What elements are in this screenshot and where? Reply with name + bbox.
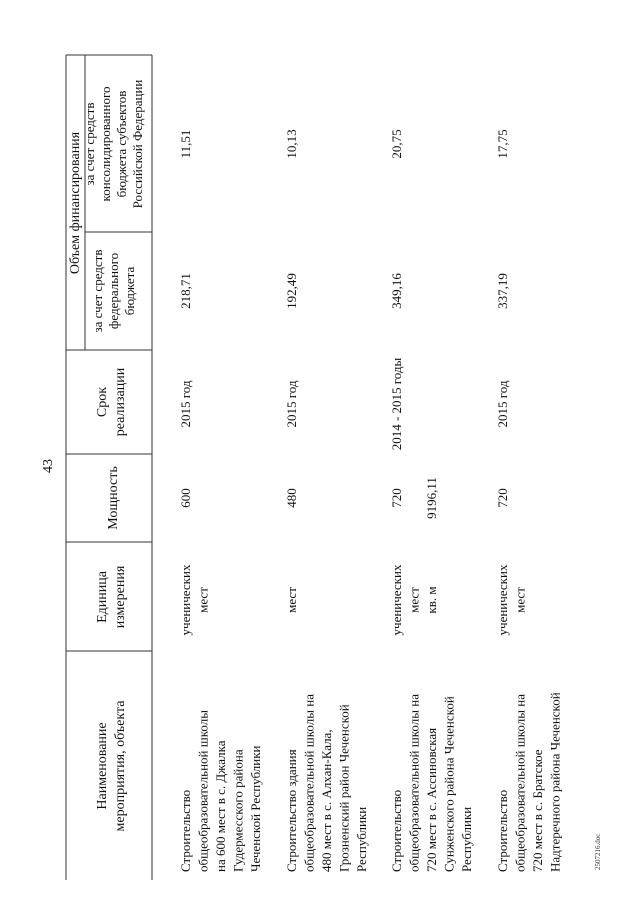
table-row xyxy=(495,129,563,872)
header-period-line-2: реализации xyxy=(113,367,128,437)
row-regional-value: 11,51 xyxy=(178,129,193,159)
row-name-line: Чеченской Республики xyxy=(248,745,263,872)
row-period: 2015 год xyxy=(495,380,510,428)
row-name-line: 480 мест в с. Алхан-Кала, xyxy=(319,729,334,872)
header-financing-group xyxy=(68,131,83,274)
header-period-line-1: Срок xyxy=(95,386,110,418)
table-row xyxy=(389,129,474,872)
row-name-line: 720 мест в с. Братское xyxy=(530,749,545,872)
row-federal-value: 192,49 xyxy=(284,273,299,309)
row-capacity-line: 9196,11 xyxy=(424,477,439,519)
row-name-line: на 600 мест в с. Джалка xyxy=(213,740,228,872)
row-capacity-line: 480 xyxy=(284,488,299,508)
row-unit-line: ученических xyxy=(495,564,510,636)
header-federal-line-2: федерального xyxy=(106,252,121,330)
footer-code: 2507216.doc xyxy=(594,833,602,870)
header-period xyxy=(95,367,128,436)
row-name-line: Грозненский район Чеченской xyxy=(336,704,352,872)
header-name-line-1: Наименование xyxy=(95,722,110,810)
row-unit-line: мест xyxy=(284,587,299,613)
header-federal xyxy=(90,250,137,333)
row-regional-value: 17,75 xyxy=(495,129,510,159)
header-name xyxy=(95,700,128,832)
row-name-line: общеобразовательной школы на xyxy=(301,694,317,872)
table-row xyxy=(178,130,263,872)
row-capacity-line: 720 xyxy=(495,488,510,508)
row-unit-line: ученических xyxy=(178,564,193,636)
row-name-line: общеобразовательной школы на xyxy=(406,694,422,872)
header-capacity xyxy=(106,466,121,529)
row-name-line: Гудермесского района xyxy=(230,749,246,872)
header-unit-line-2: измерения xyxy=(113,565,128,629)
row-name-line: общеобразовательной школы xyxy=(195,710,211,872)
header-regional-line-1: за счет средств xyxy=(82,102,97,186)
row-name-line: Строительство xyxy=(495,789,510,872)
header-regional-line-4: Российской Федерации xyxy=(130,79,145,209)
header-federal-line-1: за счет средств xyxy=(90,249,105,333)
header-regional xyxy=(82,80,145,209)
row-name-line: Надтеречного района Чеченской xyxy=(547,692,563,872)
header-regional-line-2: консолидированного xyxy=(98,86,113,202)
row-name-line: Строительство xyxy=(389,789,404,872)
header-capacity-line-1: Мощность xyxy=(106,466,121,530)
row-name-line: Сунженского района Чеченской xyxy=(441,696,457,872)
row-period: 2015 год xyxy=(284,380,299,428)
row-federal-value: 218,71 xyxy=(178,273,193,309)
table-body xyxy=(178,129,563,872)
row-period: 2015 год xyxy=(178,380,193,428)
row-regional-value: 20,75 xyxy=(389,129,404,159)
row-name-line: Республики xyxy=(354,806,369,872)
header-unit xyxy=(95,565,128,628)
row-regional-value: 10,13 xyxy=(284,129,299,159)
row-name-line: Строительство здания xyxy=(284,749,299,872)
header-name-line-2: мероприятия, объекта xyxy=(113,700,128,832)
row-unit-line: мест xyxy=(195,587,211,613)
row-federal-value: 337,19 xyxy=(495,273,510,309)
table-row xyxy=(284,129,369,872)
header-federal-line-3: бюджета xyxy=(122,266,137,316)
row-capacity-line: 600 xyxy=(178,488,193,508)
header-financing-group-label: Объем финансирования xyxy=(68,131,83,275)
header-unit-line-1: Единица xyxy=(95,571,110,623)
row-unit-line: мест xyxy=(512,587,528,613)
row-name-line: Строительство xyxy=(178,789,193,872)
row-period: 2014 - 2015 годы xyxy=(389,357,404,451)
table-header xyxy=(68,80,145,832)
row-unit-line: мест xyxy=(406,587,422,613)
page-number: 43 xyxy=(41,459,56,473)
row-unit-line: ученических xyxy=(389,564,404,636)
row-name-line: Республики xyxy=(459,806,474,872)
row-capacity-line: 720 xyxy=(389,488,404,508)
row-federal-value: 349,16 xyxy=(389,273,404,309)
row-name-line: 720 мест в с. Ассиновская xyxy=(424,727,439,872)
row-name-line: общеобразовательной школы на xyxy=(512,694,528,872)
row-unit-line: кв. м xyxy=(424,586,439,614)
header-regional-line-3: бюджета субъектов xyxy=(114,90,129,198)
